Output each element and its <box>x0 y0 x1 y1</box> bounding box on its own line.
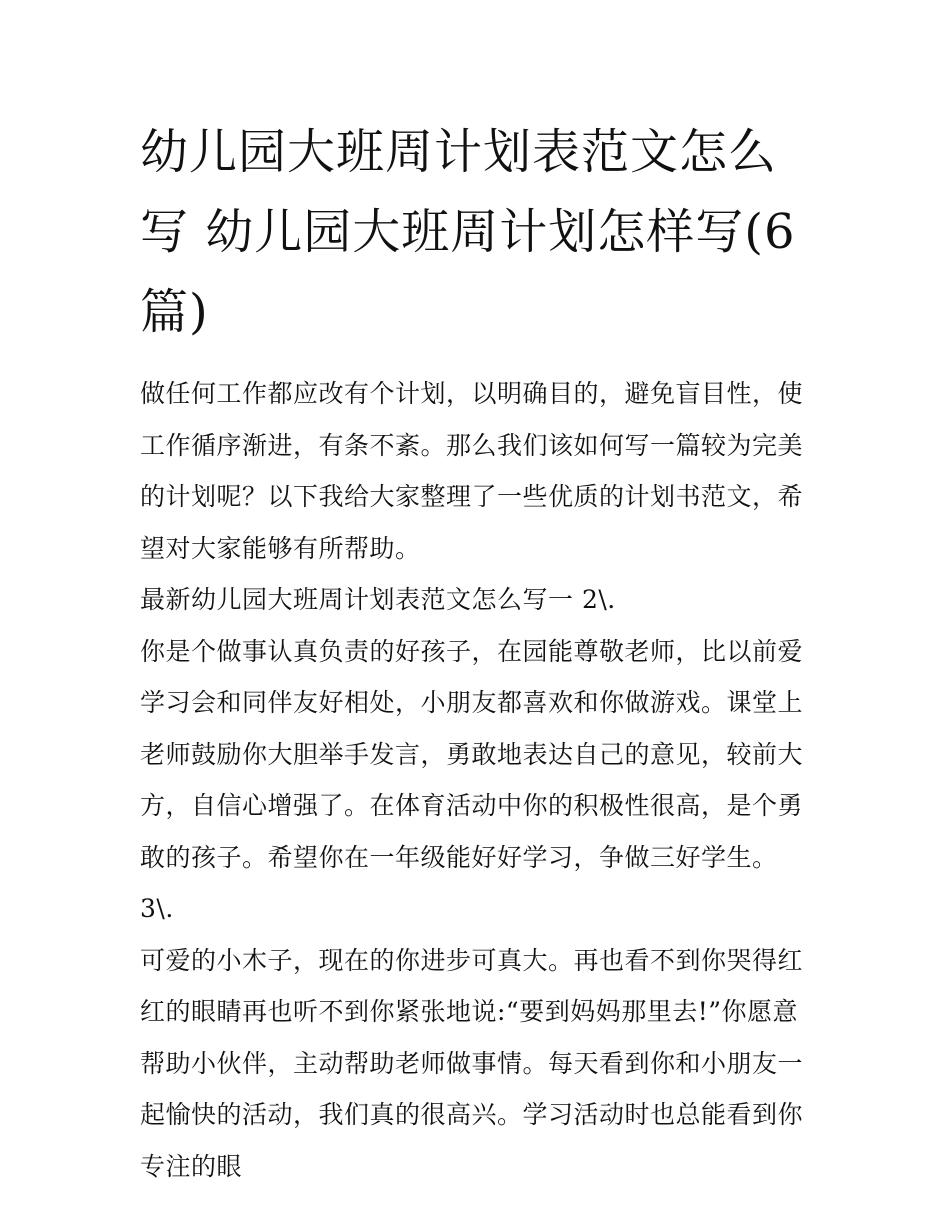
document-page <box>140 112 816 1192</box>
paragraph-comment-3: 可爱的小木子，现在的你进步可真大。再也看不到你哭得红红的眼睛再也听不到你紧张地说:“要到妈妈那里去!”你愿意帮助小伙伴，主动帮助老师做事情。每天看到你和小朋友一起愉快的活动，我们真的很高兴。学习活动时也总能看到你专注的眼 <box>140 945 804 1181</box>
paragraph-intro: 做任何工作都应改有个计划，以明确目的，避免盲目性，使工作循序渐进，有条不紊。那么我们该如何写一篇较为完美的计划呢？以下我给大家整理了一些优质的计划书范文，希望对大家能够有所帮助。 <box>140 379 804 563</box>
paragraph-number-3: 3\. <box>140 894 174 923</box>
document-body <box>140 368 816 1192</box>
document-title: 幼儿园大班周计划表范文怎么写 幼儿园大班周计划怎样写(6篇) <box>140 124 796 340</box>
paragraph-comment-2: 你是个做事认真负责的好孩子，在园能尊敬老师，比以前爱学习会和同伴友好相处，小朋友都喜欢和你做游戏。课堂上老师鼓励你大胆举手发言，勇敢地表达自己的意见，较前大方，自信心增强了。在体育活动中你的积极性很高，是个勇敢的孩子。希望你在一年级能好好学习，争做三好学生。 <box>140 636 804 872</box>
paragraph-heading-1: 最新幼儿园大班周计划表范文怎么写一 2\. <box>140 585 616 614</box>
